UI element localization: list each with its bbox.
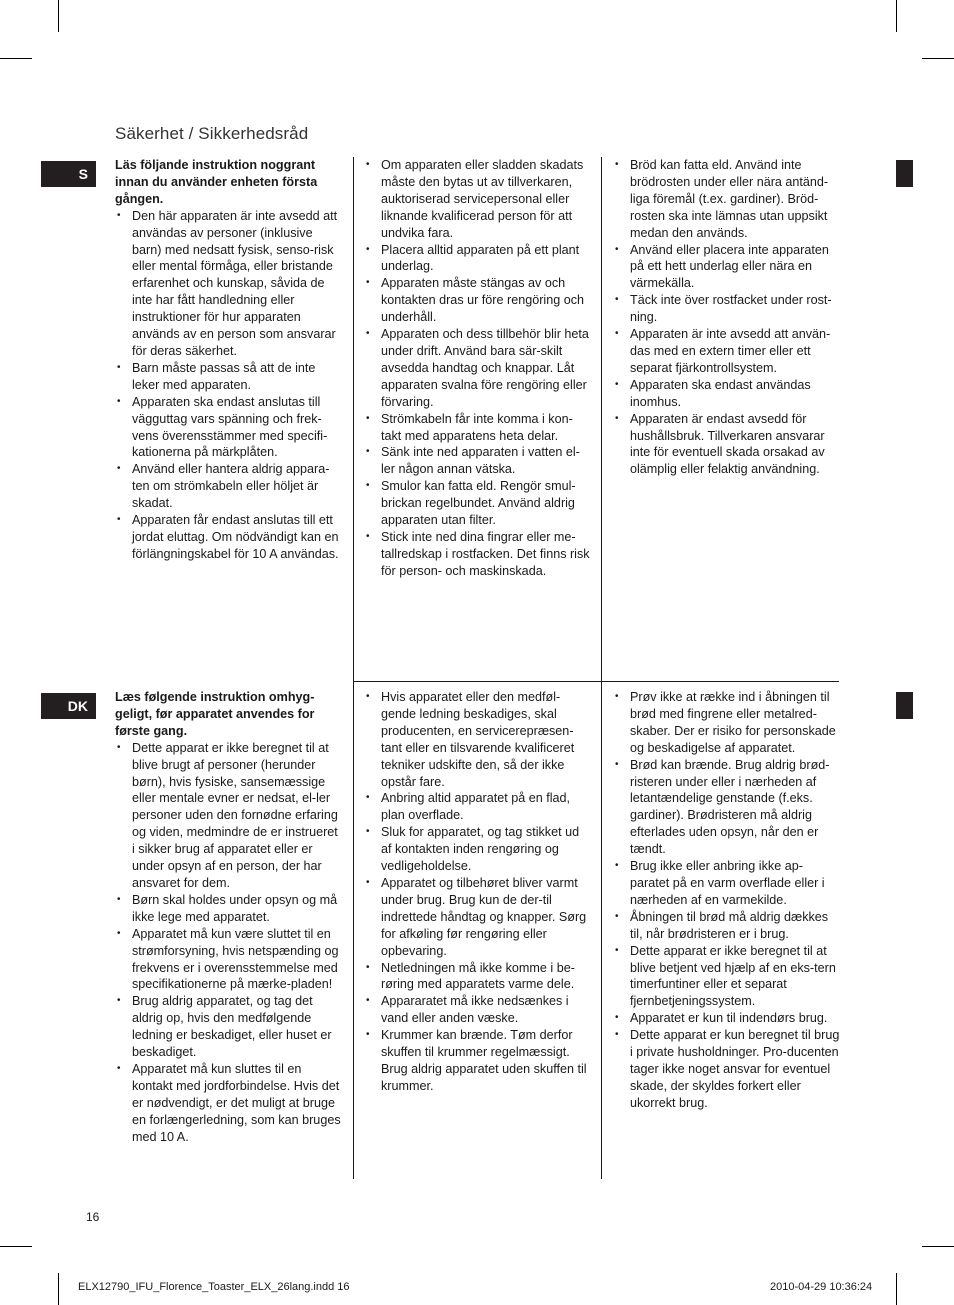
- list-item: • Täck inte över rostfacket under rost-ning.: [613, 292, 841, 326]
- edge-marker: [896, 160, 913, 187]
- s-column-1: [115, 157, 343, 563]
- dk-intro: Læs følgende instruktion omhyg-geligt, før apparatet anvendes for første gang.: [115, 690, 315, 738]
- file-info: ELX12790_IFU_Florence_Toaster_ELX_26lang.indd 16: [78, 1281, 350, 1293]
- crop-mark: [58, 1273, 59, 1305]
- list-item: • Anbring altid apparatet på en flad, plan overflade.: [364, 790, 592, 824]
- list-item: • Stick inte ned dina fingrar eller me-tallredskap i rostfacken. Det finns risk för person- och maskinskada.: [364, 529, 592, 580]
- dk-col3-list: [613, 689, 841, 1112]
- list-item: • Brug aldrig apparatet, og tag det aldrig op, hvis den medfølgende ledning er beskadiget, eller huset er beskadiget.: [115, 993, 343, 1061]
- list-item: • Apparaten är endast avsedd för hushållsbruk. Tillverkaren ansvarar inte för eventuell skada orsakad av olämplig eller felaktig användning.: [613, 411, 841, 479]
- list-item: • Apparaten ska endast anslutas till vägguttag vars spänning och frek-vens överensstämmer med specifi-kationerna på märkplåten.: [115, 394, 343, 462]
- list-item: • Dette apparat er ikke beregnet til at blive betjent ved hjælp af en eks-tern timerfuntiner eller et separat fjernbetjeningssystem.: [613, 943, 841, 1011]
- list-item: • Strömkabeln får inte komma i kon-takt med apparatens heta delar.: [364, 411, 592, 445]
- list-item: • Apparaten och dess tillbehör blir heta under drift. Använd bara sär-skilt avsedda handtag och knappar. Låt apparaten svalna före rengöring eller förvaring.: [364, 326, 592, 411]
- list-item: • Brød kan brænde. Brug aldrig brød-risteren under eller i nærheden af letantændelige genstande (f.eks. gardiner). Brødristeren må aldrig efterlades uden opsyn, når den er tændt.: [613, 757, 841, 858]
- list-item: • Bröd kan fatta eld. Använd inte brödrosten under eller nära antänd-liga föremål (t.ex. gardiner). Bröd-rosten ska inte lämnas utan uppsikt medan den används.: [613, 157, 841, 242]
- crop-mark: [922, 58, 954, 59]
- crop-mark: [896, 1273, 897, 1305]
- list-item: • Netledningen må ikke komme i be-røring med apparatets varme dele.: [364, 960, 592, 994]
- list-item: • Barn måste passas så att de inte leker med apparaten.: [115, 360, 343, 394]
- column-divider: [601, 681, 602, 1179]
- s-col1-list: [115, 208, 343, 563]
- list-item: • Apparaten ska endast användas inomhus.: [613, 377, 841, 411]
- crop-mark: [896, 0, 897, 32]
- dk-column-2: [364, 689, 592, 1095]
- list-item: • Sluk for apparatet, og tag stikket ud af kontakten inden rengøring og vedligeholdelse.: [364, 824, 592, 875]
- s-column-3: [613, 157, 841, 478]
- s-col2-list: [364, 157, 592, 580]
- timestamp: 2010-04-29 10:36:24: [770, 1281, 873, 1293]
- column-divider: [601, 157, 602, 681]
- list-item: • Sänk inte ned apparaten i vatten el-ler någon annan vätska.: [364, 444, 592, 478]
- list-item: • Apparatet og tilbehøret bliver varmt under brug. Brug kun de der-til indrettede håndtag og knapper. Sørg for afkøling før rengøring eller opbevaring.: [364, 875, 592, 960]
- list-item: • Om apparaten eller sladden skadats måste den bytas ut av tillverkaren, auktoriserad servicepersonal eller liknande kvalificerad person för att undvika fara.: [364, 157, 592, 242]
- s-col3-list: [613, 157, 841, 478]
- list-item: • Brug ikke eller anbring ikke ap-paratet på en varm overflade eller i nærheden af en varmekilde.: [613, 858, 841, 909]
- language-tab-s: S: [41, 161, 96, 187]
- list-item: • Apparaten är inte avsedd att använ-das med en extern timer eller ett separat fjärkontrollsystem.: [613, 326, 841, 377]
- s-column-2: [364, 157, 592, 580]
- list-item: • Prøv ikke at række ind i åbningen til brød med fingrene eller metalred-skaber. Der er risiko for personskade og beskadigelse af apparatet.: [613, 689, 841, 757]
- list-item: • Apparatet er kun til indendørs brug.: [613, 1010, 841, 1027]
- list-item: • Apparaten måste stängas av och kontakten dras ur före rengöring och underhåll.: [364, 275, 592, 326]
- list-item: • Placera alltid apparaten på ett plant underlag.: [364, 242, 592, 276]
- column-divider: [353, 681, 354, 1179]
- list-item: • Den här apparaten är inte avsedd att användas av personer (inklusive barn) med nedsatt fysisk, senso-risk eller mental förmåga, eller bristande erfarenhet och kunskap, såvida de inte har fått handledning eller instruktioner för hur apparaten används av en person som ansvarar för deras säkerhet.: [115, 208, 343, 360]
- list-item: • Børn skal holdes under opsyn og må ikke lege med apparatet.: [115, 892, 343, 926]
- page-title: Säkerhet / Sikkerhedsråd: [115, 124, 309, 143]
- crop-mark: [0, 1246, 32, 1247]
- dk-column-1: [115, 689, 343, 1145]
- list-item: • Krummer kan brænde. Tøm derfor skuffen til krummer regelmæssigt. Brug aldrig apparatet uden skuffen til krummer.: [364, 1027, 592, 1095]
- list-item: • Dette apparat er kun beregnet til brug i private husholdninger. Pro-ducenten tager ikke noget ansvar for eventuel skade, der skyldes forkert eller ukorrekt brug.: [613, 1027, 841, 1112]
- edge-marker: [896, 692, 913, 719]
- language-tab-dk: DK: [41, 693, 96, 719]
- section-divider: [353, 681, 839, 682]
- page-number: 16: [86, 1210, 100, 1224]
- list-item: • Apparatet må kun sluttes til en kontakt med jordforbindelse. Hvis det er nødvendigt, er det muligt at bruge en forlængerledning, som kan bruges med 10 A.: [115, 1061, 343, 1146]
- list-item: • Använd eller placera inte apparaten på ett hett underlag eller nära en värmekälla.: [613, 242, 841, 293]
- crop-mark: [58, 0, 59, 32]
- dk-col2-list: [364, 689, 592, 1095]
- column-divider: [353, 157, 354, 681]
- list-item: • Dette apparat er ikke beregnet til at blive brugt af personer (herunder børn), hvis fysiske, sansemæssige eller mentale evner er nedsat, el-ler personer uden den fornødne erfaring og viden, medmindre de er instrueret i sikker brug af apparatet eller er under opsyn af en person, der har ansvaret for dem.: [115, 740, 343, 892]
- list-item: • Apparaten får endast anslutas till ett jordat eluttag. Om nödvändigt kan en förlängningskabel för 10 A användas.: [115, 512, 343, 563]
- list-item: • Hvis apparatet eller den medføl-gende ledning beskadiges, skal producenten, en servicerepræsen-tant eller en tilsvarende kvalificeret tekniker udskifte den, så der ikke opstår fare.: [364, 689, 592, 790]
- list-item: • Appararatet må ikke nedsænkes i vand eller anden væske.: [364, 993, 592, 1027]
- dk-col1-list: [115, 740, 343, 1146]
- list-item: • Använd eller hantera aldrig appara-ten om strömkabeln eller höljet är skadat.: [115, 461, 343, 512]
- list-item: • Åbningen til brød må aldrig dækkes til, når brødristeren er i brug.: [613, 909, 841, 943]
- s-intro: Läs följande instruktion noggrant innan du använder enheten första gången.: [115, 158, 318, 206]
- crop-mark: [922, 1246, 954, 1247]
- list-item: • Apparatet må kun være sluttet til en strømforsyning, hvis netspænding og frekvens er i overensstemmelse med specifikationerne på mærke-pladen!: [115, 926, 343, 994]
- dk-column-3: [613, 689, 841, 1112]
- list-item: • Smulor kan fatta eld. Rengör smul-brickan regelbundet. Använd aldrig apparaten utan filter.: [364, 478, 592, 529]
- crop-mark: [0, 58, 32, 59]
